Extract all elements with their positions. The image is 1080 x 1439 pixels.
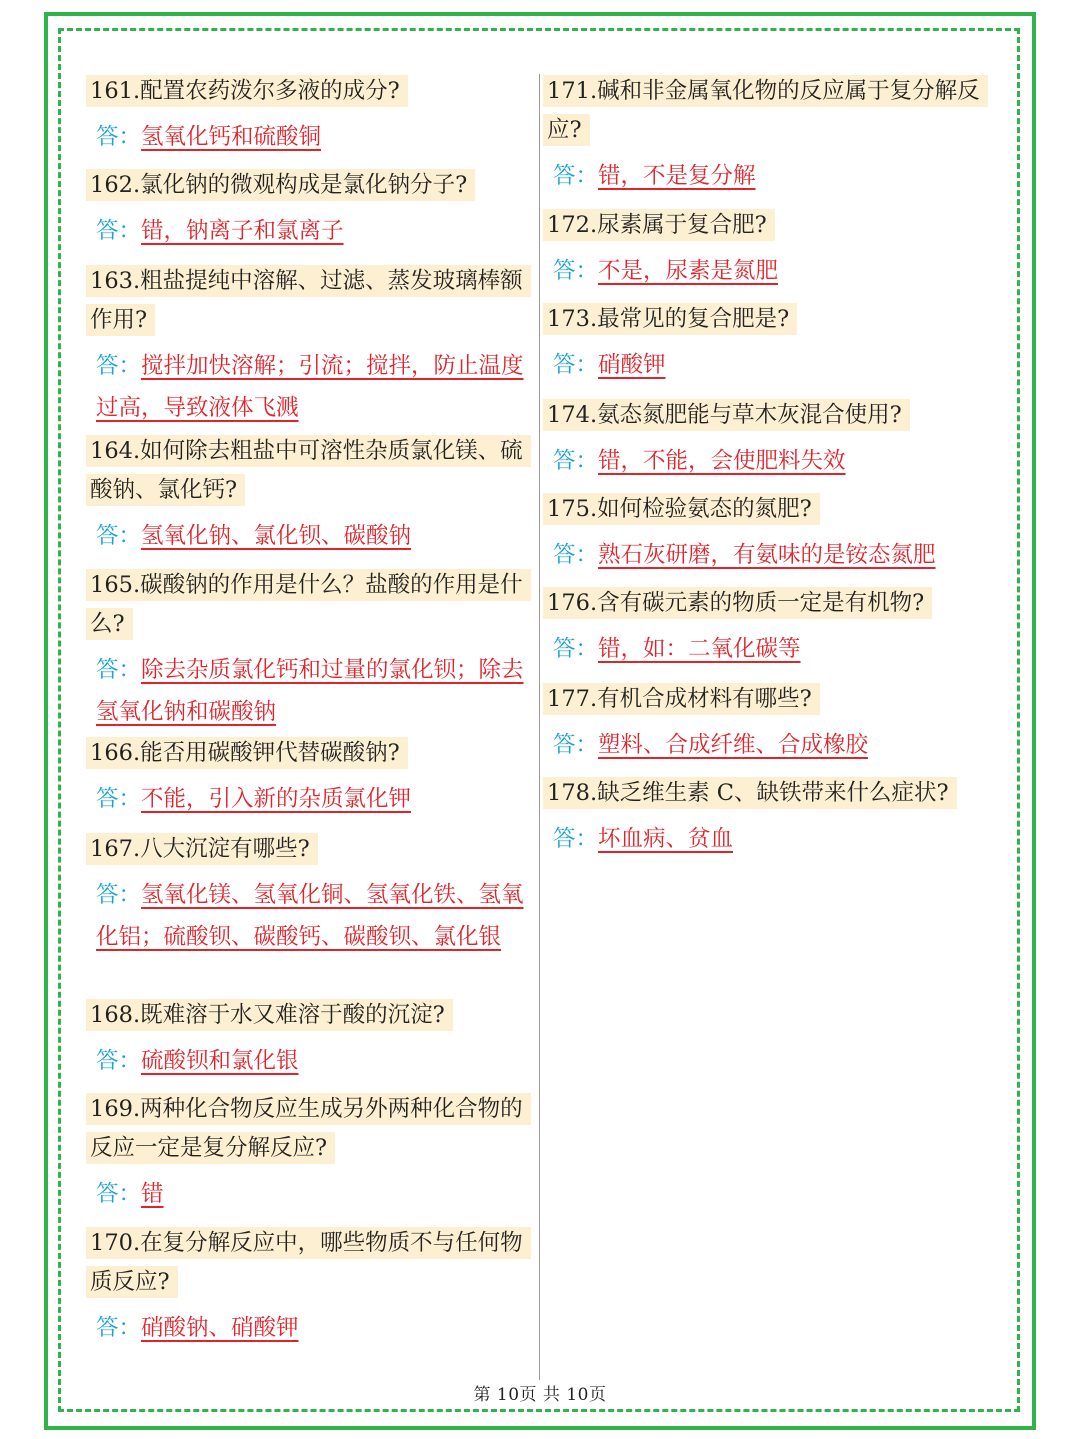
- qa-item-177: [543, 680, 995, 766]
- answer: [86, 210, 538, 252]
- qa-item-172: [543, 206, 995, 292]
- qa-item-162: [86, 166, 538, 252]
- answer-label: 答：: [553, 826, 599, 852]
- qa-item-167: [86, 830, 538, 958]
- answer: [543, 818, 995, 860]
- qa-item-168: [86, 996, 538, 1082]
- answer: [86, 116, 538, 158]
- answer-label: 答：: [96, 353, 142, 379]
- answer: [543, 155, 995, 197]
- answer: [543, 724, 995, 766]
- answer: [86, 649, 538, 733]
- question: 167.八大沉淀有哪些?: [86, 833, 318, 865]
- answer: [543, 628, 995, 670]
- qa-item-165: [86, 566, 538, 733]
- page-number-footer: 第 10页 共 10页: [473, 1385, 607, 1405]
- answer-text: 错: [141, 1181, 164, 1207]
- question: 162.氯化钠的微观构成是氯化钠分子?: [86, 169, 475, 201]
- qa-item-171: [543, 72, 995, 197]
- answer: [86, 515, 538, 557]
- question: 177.有机合成材料有哪些?: [543, 683, 820, 715]
- answer-text: 不是，尿素是氮肥: [598, 258, 779, 284]
- answer-text: 不能，引入新的杂质氯化钾: [141, 786, 412, 812]
- answer: [543, 534, 995, 576]
- answer-text: 错，不是复分解: [598, 163, 756, 189]
- qa-item-173: [543, 300, 995, 386]
- answer-text: 除去杂质氯化钙和过量的氯化钡；除去氢氧化钠和碳酸钠: [96, 657, 524, 725]
- answer-text: 搅拌加快溶解；引流；搅拌，防止温度过高，导致液体飞溅: [96, 353, 524, 421]
- answer: [86, 345, 538, 429]
- answer-text: 硝酸钠、硝酸钾: [141, 1315, 299, 1341]
- answer-label: 答：: [96, 786, 142, 812]
- answer: [86, 778, 538, 820]
- column-divider: [539, 74, 540, 1380]
- question: 170.在复分解反应中，哪些物质不与任何物质反应?: [86, 1227, 531, 1298]
- qa-item-166: [86, 734, 538, 820]
- answer-text: 熟石灰研磨，有氨味的是铵态氮肥: [598, 542, 936, 568]
- answer-text: 硫酸钡和氯化银: [141, 1048, 299, 1074]
- answer-text: 错，钠离子和氯离子: [141, 218, 344, 244]
- question: 178.缺乏维生素 C、缺铁带来什么症状?: [543, 777, 957, 809]
- answer-text: 错，不能，会使肥料失效: [598, 448, 846, 474]
- qa-item-163: [86, 262, 538, 429]
- answer-text: 氢氧化钙和硫酸铜: [141, 124, 322, 150]
- qa-item-176: [543, 584, 995, 670]
- question: 161.配置农药泼尔多液的成分?: [86, 75, 408, 107]
- question: 163.粗盐提纯中溶解、过滤、蒸发玻璃棒额作用?: [86, 265, 531, 336]
- answer: [543, 344, 995, 386]
- qa-item-175: [543, 490, 995, 576]
- question: 168.既难溶于水又难溶于酸的沉淀?: [86, 999, 453, 1031]
- answer-text: 硝酸钾: [598, 352, 666, 378]
- answer-text: 错，如：二氧化碳等: [598, 636, 801, 662]
- answer-text: 坏血病、贫血: [598, 826, 734, 852]
- question: 165.碳酸钠的作用是什么？盐酸的作用是什么?: [86, 569, 531, 640]
- question: 174.氨态氮肥能与草木灰混合使用?: [543, 399, 910, 431]
- qa-item-169: [86, 1090, 538, 1215]
- qa-item-161: [86, 72, 538, 158]
- question: 172.尿素属于复合肥?: [543, 209, 775, 241]
- qa-item-178: [543, 774, 995, 860]
- question: 166.能否用碳酸钾代替碳酸钠?: [86, 737, 408, 769]
- qa-item-170: [86, 1224, 538, 1349]
- answer: [86, 874, 538, 958]
- answer-label: 答：: [96, 1315, 142, 1341]
- answer-label: 答：: [96, 1048, 142, 1074]
- answer: [86, 1173, 538, 1215]
- answer: [86, 1307, 538, 1349]
- answer-text: 塑料、合成纤维、合成橡胶: [598, 732, 869, 758]
- question: 164.如何除去粗盐中可溶性杂质氯化镁、硫酸钠、氯化钙?: [86, 435, 531, 506]
- answer-label: 答：: [553, 636, 599, 662]
- answer-label: 答：: [96, 882, 142, 908]
- question: 171.碱和非金属氧化物的反应属于复分解反应?: [543, 75, 988, 146]
- answer-label: 答：: [96, 124, 142, 150]
- answer-label: 答：: [96, 523, 142, 549]
- answer-label: 答：: [96, 657, 142, 683]
- answer-text: 氢氧化镁、氢氧化铜、氢氧化铁、氢氧化铝；硫酸钡、碳酸钙、碳酸钡、氯化银: [96, 882, 524, 950]
- question: 173.最常见的复合肥是?: [543, 303, 797, 335]
- answer: [543, 250, 995, 292]
- answer-label: 答：: [553, 352, 599, 378]
- answer-label: 答：: [96, 1181, 142, 1207]
- answer-label: 答：: [553, 542, 599, 568]
- question: 169.两种化合物反应生成另外两种化合物的反应一定是复分解反应?: [86, 1093, 531, 1164]
- answer-label: 答：: [96, 218, 142, 244]
- question: 176.含有碳元素的物质一定是有机物?: [543, 587, 932, 619]
- qa-item-164: [86, 432, 538, 557]
- answer-label: 答：: [553, 258, 599, 284]
- answer: [86, 1040, 538, 1082]
- answer-label: 答：: [553, 163, 599, 189]
- answer-text: 氢氧化钠、氯化钡、碳酸钠: [141, 523, 412, 549]
- question: 175.如何检验氨态的氮肥?: [543, 493, 820, 525]
- answer-label: 答：: [553, 732, 599, 758]
- answer: [543, 440, 995, 482]
- qa-item-174: [543, 396, 995, 482]
- answer-label: 答：: [553, 448, 599, 474]
